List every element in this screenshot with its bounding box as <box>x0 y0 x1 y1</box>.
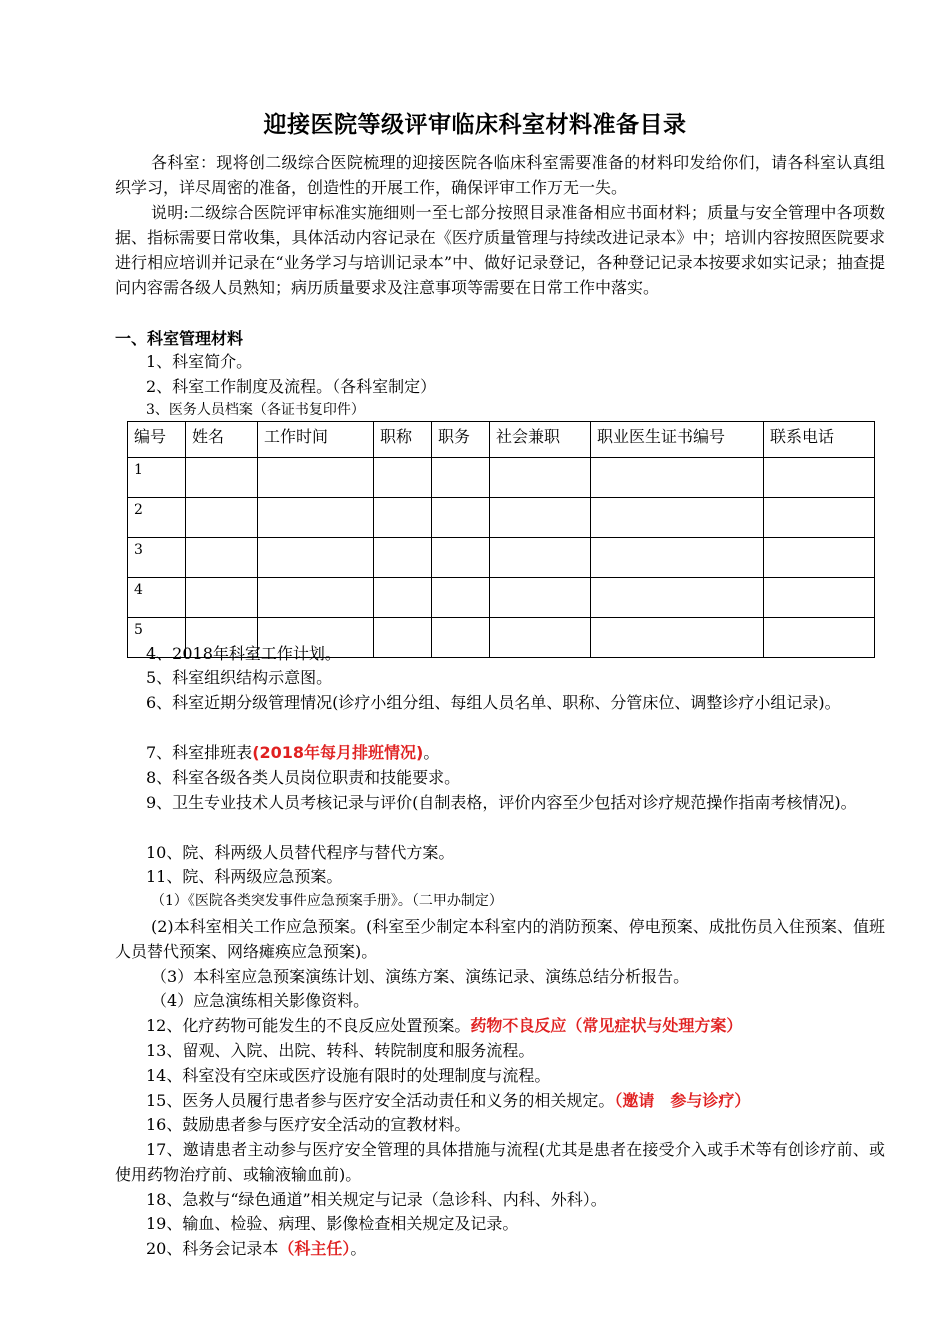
table-cell <box>374 578 432 618</box>
table-cell <box>258 498 374 538</box>
table-row <box>128 578 875 618</box>
table-cell <box>591 498 764 538</box>
item-11-1: （1）《医院各类突发事件应急预案手册》。（二甲办制定） <box>151 893 503 909</box>
item-6: 6、科室近期分级管理情况(诊疗小组分组、每组人员名单、职称、分管床位、调整诊疗小组记录)。 <box>146 693 841 712</box>
table-cell <box>591 538 764 578</box>
table-cell <box>764 498 875 538</box>
table-row <box>128 458 875 498</box>
item-9: 9、卫生专业技术人员考核记录与评价(自制表格，评价内容至少包括对诊疗规范操作指南考核情况)。 <box>146 793 857 812</box>
item-8: 8、科室各级各类人员岗位职责和技能要求。 <box>146 768 461 787</box>
table-cell <box>186 578 258 618</box>
header-cell: 社会兼职 <box>490 422 591 458</box>
table-cell <box>490 498 591 538</box>
header-cell: 编号 <box>128 422 186 458</box>
intro-paragraph: 各科室：现将创二级综合医院梳理的迎接医院各临床科室需要准备的材料印发给你们，请各科室认真组织学习，详尽周密的准备，创造性的开展工作，确保评审工作万无一失。 <box>115 153 885 197</box>
item-11-2: (2)本科室相关工作应急预案。(科室至少制定本科室内的消防预案、停电预案、成批伤员入住预案、值班人员替代预案、网络瘫痪应急预案)。 <box>115 917 885 961</box>
item-13: 13、留观、入院、出院、转科、转院制度和服务流程。 <box>146 1041 535 1060</box>
table-cell <box>258 578 374 618</box>
table-cell <box>432 538 490 578</box>
item-7-end: 。 <box>423 743 440 762</box>
row-number: 5 <box>128 618 186 658</box>
item-12-highlight: 药物不良反应（常见症状与处理方案） <box>470 1016 743 1035</box>
item-18: 18、急救与“绿色通道”相关规定与记录（急诊科、内科、外科）。 <box>146 1190 607 1209</box>
item-12 <box>115 1013 916 1038</box>
row-number: 1 <box>128 458 186 498</box>
item-7 <box>115 740 916 765</box>
item-4: 4、2018年科室工作计划。 <box>146 644 341 663</box>
item-14: 14、科室没有空床或医疗设施有限时的处理制度与流程。 <box>146 1066 551 1085</box>
table-cell <box>432 458 490 498</box>
table-cell <box>186 498 258 538</box>
item-11: 11、院、科两级应急预案。 <box>146 867 343 886</box>
table-row <box>128 498 875 538</box>
item-7-highlight: (2018年每月排班情况) <box>252 743 424 762</box>
table-cell <box>591 458 764 498</box>
table-cell <box>764 458 875 498</box>
table-cell <box>258 458 374 498</box>
table-cell <box>764 578 875 618</box>
table-cell <box>764 538 875 578</box>
header-cell: 工作时间 <box>258 422 374 458</box>
table-cell <box>374 498 432 538</box>
item-15-highlight: （邀请 参与诊疗） <box>614 1091 751 1110</box>
document-title: 迎接医院等级评审临床科室材料准备目录 <box>263 112 687 138</box>
item-19: 19、输血、检验、病理、影像检查相关规定及记录。 <box>146 1214 519 1233</box>
header-cell: 职业医生证书编号 <box>591 422 764 458</box>
item-10: 10、院、科两级人员替代程序与替代方案。 <box>146 843 455 862</box>
table-cell <box>490 458 591 498</box>
item-20-end: 。 <box>350 1239 367 1258</box>
table-cell <box>490 578 591 618</box>
item-3: 3、医务人员档案（各证书复印件） <box>146 402 365 418</box>
item-1: 1、科室简介。 <box>146 352 253 371</box>
table-cell <box>432 578 490 618</box>
section-heading: 一、科室管理材料 <box>115 329 244 348</box>
header-cell: 姓名 <box>186 422 258 458</box>
header-cell: 职称 <box>374 422 432 458</box>
header-cell: 职务 <box>432 422 490 458</box>
table-cell <box>186 538 258 578</box>
item-7-text: 7、科室排班表 <box>146 743 253 762</box>
item-17: 17、邀请患者主动参与医疗安全管理的具体措施与流程(尤其是患者在接受介入或手术等有创诊疗前、或使用药物治疗前、或输液输血前)。 <box>115 1140 885 1184</box>
item-12-text: 12、化疗药物可能发生的不良反应处置预案。 <box>146 1016 471 1035</box>
item-5: 5、科室组织结构示意图。 <box>146 668 333 687</box>
table-cell <box>490 538 591 578</box>
item-15-text: 15、医务人员履行患者参与医疗安全活动责任和义务的相关规定。 <box>146 1091 615 1110</box>
item-20-text: 20、科务会记录本 <box>146 1239 279 1258</box>
item-15 <box>115 1088 916 1113</box>
header-cell: 联系电话 <box>764 422 875 458</box>
note-paragraph: 说明:二级综合医院评审标准实施细则一至七部分按照目录准备相应书面材料；质量与安全管理中各项数据、指标需要日常收集，具体活动内容记录在《医疗质量管理与持续改进记录本》中；培训内容按照医院要求进行相应培训并记录在“业务学习与培训记录本”中、做好记录登记，各种登记记录本按要求如实记录；抽查提问内容需各级人员熟知；病历质量要求及注意事项等需要在日常工作中落实。 <box>115 203 885 297</box>
item-20-highlight: （科主任） <box>278 1239 351 1258</box>
item-2: 2、科室工作制度及流程。（各科室制定） <box>146 377 437 396</box>
table-cell <box>591 578 764 618</box>
table-cell <box>374 538 432 578</box>
item-11-3: （3）本科室应急预案演练计划、演练方案、演练记录、演练总结分析报告。 <box>151 967 690 986</box>
table-cell <box>432 498 490 538</box>
table-header-row <box>128 422 875 458</box>
table-cell <box>186 458 258 498</box>
row-number: 2 <box>128 498 186 538</box>
table-row <box>128 538 875 578</box>
item-16: 16、鼓励患者参与医疗安全活动的宣教材料。 <box>146 1115 471 1134</box>
table-cell <box>258 538 374 578</box>
table-cell <box>374 458 432 498</box>
item-20 <box>115 1236 916 1261</box>
row-number: 4 <box>128 578 186 618</box>
row-number: 3 <box>128 538 186 578</box>
staff-archive-table <box>127 421 875 658</box>
item-11-4: （4）应急演练相关影像资料。 <box>151 991 370 1010</box>
